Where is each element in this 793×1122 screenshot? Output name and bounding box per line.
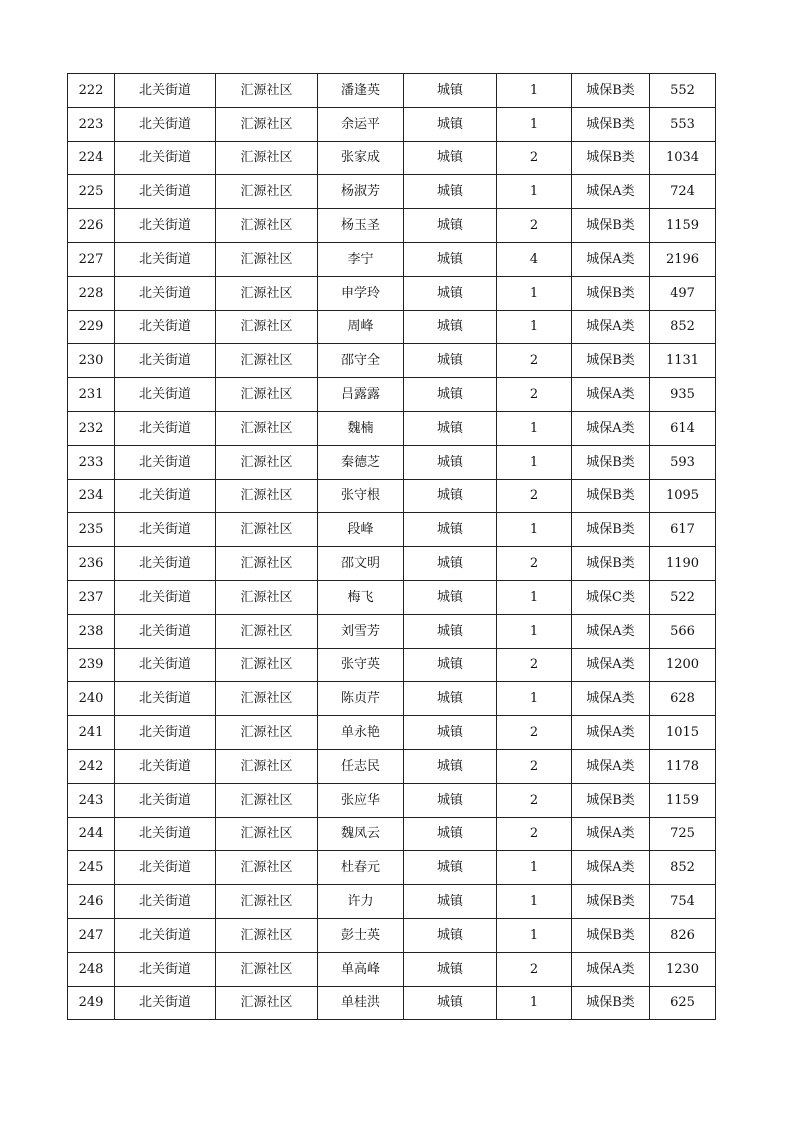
street-cell: 北关街道 bbox=[115, 344, 216, 378]
name-cell: 秦德芝 bbox=[318, 445, 404, 479]
community-cell: 汇源社区 bbox=[216, 783, 318, 817]
household-count-cell: 1 bbox=[497, 445, 572, 479]
insurance-type-cell: 城保B类 bbox=[572, 918, 650, 952]
street-cell: 北关街道 bbox=[115, 175, 216, 209]
row-number-cell: 236 bbox=[68, 547, 115, 581]
amount-cell: 725 bbox=[650, 817, 716, 851]
household-count-cell: 2 bbox=[497, 209, 572, 243]
amount-cell: 552 bbox=[650, 74, 716, 108]
name-cell: 魏凤云 bbox=[318, 817, 404, 851]
table-row bbox=[68, 107, 716, 141]
amount-cell: 1178 bbox=[650, 749, 716, 783]
community-cell: 汇源社区 bbox=[216, 242, 318, 276]
area-type-cell: 城镇 bbox=[404, 648, 497, 682]
community-cell: 汇源社区 bbox=[216, 952, 318, 986]
amount-cell: 625 bbox=[650, 986, 716, 1020]
table-row bbox=[68, 918, 716, 952]
row-number-cell: 232 bbox=[68, 411, 115, 445]
community-cell: 汇源社区 bbox=[216, 445, 318, 479]
table-row bbox=[68, 817, 716, 851]
insurance-type-cell: 城保A类 bbox=[572, 749, 650, 783]
household-count-cell: 1 bbox=[497, 276, 572, 310]
insurance-type-cell: 城保B类 bbox=[572, 479, 650, 513]
insurance-type-cell: 城保C类 bbox=[572, 580, 650, 614]
table-row bbox=[68, 344, 716, 378]
community-cell: 汇源社区 bbox=[216, 411, 318, 445]
household-count-cell: 2 bbox=[497, 952, 572, 986]
amount-cell: 2196 bbox=[650, 242, 716, 276]
roster-table bbox=[67, 73, 716, 1020]
area-type-cell: 城镇 bbox=[404, 986, 497, 1020]
name-cell: 张守英 bbox=[318, 648, 404, 682]
community-cell: 汇源社区 bbox=[216, 648, 318, 682]
row-number-cell: 233 bbox=[68, 445, 115, 479]
community-cell: 汇源社区 bbox=[216, 918, 318, 952]
amount-cell: 826 bbox=[650, 918, 716, 952]
community-cell: 汇源社区 bbox=[216, 749, 318, 783]
amount-cell: 522 bbox=[650, 580, 716, 614]
amount-cell: 1015 bbox=[650, 716, 716, 750]
street-cell: 北关街道 bbox=[115, 885, 216, 919]
street-cell: 北关街道 bbox=[115, 749, 216, 783]
amount-cell: 1200 bbox=[650, 648, 716, 682]
table-row bbox=[68, 885, 716, 919]
amount-cell: 754 bbox=[650, 885, 716, 919]
insurance-type-cell: 城保B类 bbox=[572, 513, 650, 547]
table-row bbox=[68, 209, 716, 243]
name-cell: 单高峰 bbox=[318, 952, 404, 986]
community-cell: 汇源社区 bbox=[216, 74, 318, 108]
amount-cell: 628 bbox=[650, 682, 716, 716]
community-cell: 汇源社区 bbox=[216, 885, 318, 919]
street-cell: 北关街道 bbox=[115, 242, 216, 276]
street-cell: 北关街道 bbox=[115, 411, 216, 445]
community-cell: 汇源社区 bbox=[216, 851, 318, 885]
name-cell: 张守根 bbox=[318, 479, 404, 513]
insurance-type-cell: 城保A类 bbox=[572, 175, 650, 209]
table-row bbox=[68, 445, 716, 479]
table-row bbox=[68, 851, 716, 885]
table-row bbox=[68, 175, 716, 209]
street-cell: 北关街道 bbox=[115, 513, 216, 547]
table-row bbox=[68, 749, 716, 783]
row-number-cell: 242 bbox=[68, 749, 115, 783]
household-count-cell: 2 bbox=[497, 378, 572, 412]
amount-cell: 553 bbox=[650, 107, 716, 141]
table-row bbox=[68, 141, 716, 175]
area-type-cell: 城镇 bbox=[404, 952, 497, 986]
row-number-cell: 224 bbox=[68, 141, 115, 175]
community-cell: 汇源社区 bbox=[216, 682, 318, 716]
household-count-cell: 2 bbox=[497, 141, 572, 175]
insurance-type-cell: 城保B类 bbox=[572, 547, 650, 581]
name-cell: 单永艳 bbox=[318, 716, 404, 750]
table-row bbox=[68, 614, 716, 648]
street-cell: 北关街道 bbox=[115, 209, 216, 243]
household-count-cell: 2 bbox=[497, 479, 572, 513]
row-number-cell: 225 bbox=[68, 175, 115, 209]
amount-cell: 614 bbox=[650, 411, 716, 445]
community-cell: 汇源社区 bbox=[216, 276, 318, 310]
name-cell: 段峰 bbox=[318, 513, 404, 547]
area-type-cell: 城镇 bbox=[404, 276, 497, 310]
insurance-type-cell: 城保A类 bbox=[572, 310, 650, 344]
community-cell: 汇源社区 bbox=[216, 547, 318, 581]
street-cell: 北关街道 bbox=[115, 817, 216, 851]
area-type-cell: 城镇 bbox=[404, 175, 497, 209]
row-number-cell: 235 bbox=[68, 513, 115, 547]
name-cell: 杜春元 bbox=[318, 851, 404, 885]
community-cell: 汇源社区 bbox=[216, 513, 318, 547]
insurance-type-cell: 城保A类 bbox=[572, 716, 650, 750]
area-type-cell: 城镇 bbox=[404, 851, 497, 885]
table-row bbox=[68, 310, 716, 344]
table-row bbox=[68, 547, 716, 581]
roster-body bbox=[68, 74, 716, 1020]
name-cell: 吕露露 bbox=[318, 378, 404, 412]
street-cell: 北关街道 bbox=[115, 716, 216, 750]
insurance-type-cell: 城保B类 bbox=[572, 986, 650, 1020]
amount-cell: 566 bbox=[650, 614, 716, 648]
area-type-cell: 城镇 bbox=[404, 209, 497, 243]
insurance-type-cell: 城保B类 bbox=[572, 885, 650, 919]
street-cell: 北关街道 bbox=[115, 378, 216, 412]
area-type-cell: 城镇 bbox=[404, 344, 497, 378]
table-row bbox=[68, 276, 716, 310]
table-row bbox=[68, 479, 716, 513]
table-row bbox=[68, 783, 716, 817]
name-cell: 张应华 bbox=[318, 783, 404, 817]
community-cell: 汇源社区 bbox=[216, 580, 318, 614]
insurance-type-cell: 城保B类 bbox=[572, 141, 650, 175]
community-cell: 汇源社区 bbox=[216, 107, 318, 141]
street-cell: 北关街道 bbox=[115, 74, 216, 108]
street-cell: 北关街道 bbox=[115, 107, 216, 141]
area-type-cell: 城镇 bbox=[404, 378, 497, 412]
community-cell: 汇源社区 bbox=[216, 986, 318, 1020]
name-cell: 单桂洪 bbox=[318, 986, 404, 1020]
amount-cell: 935 bbox=[650, 378, 716, 412]
name-cell: 陈贞芹 bbox=[318, 682, 404, 716]
area-type-cell: 城镇 bbox=[404, 74, 497, 108]
table-row bbox=[68, 378, 716, 412]
area-type-cell: 城镇 bbox=[404, 614, 497, 648]
name-cell: 任志民 bbox=[318, 749, 404, 783]
table-row bbox=[68, 952, 716, 986]
household-count-cell: 1 bbox=[497, 682, 572, 716]
amount-cell: 852 bbox=[650, 851, 716, 885]
area-type-cell: 城镇 bbox=[404, 411, 497, 445]
area-type-cell: 城镇 bbox=[404, 141, 497, 175]
row-number-cell: 244 bbox=[68, 817, 115, 851]
amount-cell: 593 bbox=[650, 445, 716, 479]
household-count-cell: 1 bbox=[497, 885, 572, 919]
household-count-cell: 1 bbox=[497, 310, 572, 344]
insurance-type-cell: 城保A类 bbox=[572, 411, 650, 445]
row-number-cell: 248 bbox=[68, 952, 115, 986]
row-number-cell: 230 bbox=[68, 344, 115, 378]
insurance-type-cell: 城保B类 bbox=[572, 74, 650, 108]
name-cell: 杨玉圣 bbox=[318, 209, 404, 243]
household-count-cell: 2 bbox=[497, 648, 572, 682]
row-number-cell: 226 bbox=[68, 209, 115, 243]
insurance-type-cell: 城保B类 bbox=[572, 276, 650, 310]
street-cell: 北关街道 bbox=[115, 445, 216, 479]
area-type-cell: 城镇 bbox=[404, 716, 497, 750]
amount-cell: 617 bbox=[650, 513, 716, 547]
name-cell: 余运平 bbox=[318, 107, 404, 141]
household-count-cell: 4 bbox=[497, 242, 572, 276]
area-type-cell: 城镇 bbox=[404, 885, 497, 919]
area-type-cell: 城镇 bbox=[404, 817, 497, 851]
amount-cell: 497 bbox=[650, 276, 716, 310]
insurance-type-cell: 城保A类 bbox=[572, 648, 650, 682]
insurance-type-cell: 城保B类 bbox=[572, 107, 650, 141]
table-row bbox=[68, 74, 716, 108]
row-number-cell: 237 bbox=[68, 580, 115, 614]
area-type-cell: 城镇 bbox=[404, 682, 497, 716]
row-number-cell: 249 bbox=[68, 986, 115, 1020]
household-count-cell: 1 bbox=[497, 74, 572, 108]
insurance-type-cell: 城保A类 bbox=[572, 682, 650, 716]
household-count-cell: 1 bbox=[497, 513, 572, 547]
insurance-type-cell: 城保B类 bbox=[572, 783, 650, 817]
household-count-cell: 1 bbox=[497, 614, 572, 648]
name-cell: 邵守全 bbox=[318, 344, 404, 378]
area-type-cell: 城镇 bbox=[404, 242, 497, 276]
street-cell: 北关街道 bbox=[115, 141, 216, 175]
street-cell: 北关街道 bbox=[115, 851, 216, 885]
street-cell: 北关街道 bbox=[115, 986, 216, 1020]
household-count-cell: 1 bbox=[497, 851, 572, 885]
community-cell: 汇源社区 bbox=[216, 141, 318, 175]
row-number-cell: 246 bbox=[68, 885, 115, 919]
household-count-cell: 1 bbox=[497, 918, 572, 952]
insurance-type-cell: 城保A类 bbox=[572, 378, 650, 412]
street-cell: 北关街道 bbox=[115, 952, 216, 986]
amount-cell: 852 bbox=[650, 310, 716, 344]
name-cell: 许力 bbox=[318, 885, 404, 919]
amount-cell: 724 bbox=[650, 175, 716, 209]
community-cell: 汇源社区 bbox=[216, 344, 318, 378]
row-number-cell: 234 bbox=[68, 479, 115, 513]
name-cell: 张家成 bbox=[318, 141, 404, 175]
area-type-cell: 城镇 bbox=[404, 749, 497, 783]
name-cell: 申学玲 bbox=[318, 276, 404, 310]
insurance-type-cell: 城保B类 bbox=[572, 209, 650, 243]
insurance-type-cell: 城保A类 bbox=[572, 851, 650, 885]
table-row bbox=[68, 986, 716, 1020]
area-type-cell: 城镇 bbox=[404, 445, 497, 479]
row-number-cell: 223 bbox=[68, 107, 115, 141]
row-number-cell: 231 bbox=[68, 378, 115, 412]
household-count-cell: 2 bbox=[497, 547, 572, 581]
street-cell: 北关街道 bbox=[115, 648, 216, 682]
amount-cell: 1230 bbox=[650, 952, 716, 986]
community-cell: 汇源社区 bbox=[216, 479, 318, 513]
household-count-cell: 1 bbox=[497, 986, 572, 1020]
table-row bbox=[68, 716, 716, 750]
row-number-cell: 227 bbox=[68, 242, 115, 276]
area-type-cell: 城镇 bbox=[404, 783, 497, 817]
street-cell: 北关街道 bbox=[115, 580, 216, 614]
area-type-cell: 城镇 bbox=[404, 580, 497, 614]
amount-cell: 1159 bbox=[650, 783, 716, 817]
amount-cell: 1131 bbox=[650, 344, 716, 378]
community-cell: 汇源社区 bbox=[216, 209, 318, 243]
table-row bbox=[68, 682, 716, 716]
community-cell: 汇源社区 bbox=[216, 614, 318, 648]
row-number-cell: 247 bbox=[68, 918, 115, 952]
insurance-type-cell: 城保A类 bbox=[572, 952, 650, 986]
name-cell: 梅飞 bbox=[318, 580, 404, 614]
amount-cell: 1190 bbox=[650, 547, 716, 581]
name-cell: 李宁 bbox=[318, 242, 404, 276]
area-type-cell: 城镇 bbox=[404, 479, 497, 513]
table-row bbox=[68, 242, 716, 276]
street-cell: 北关街道 bbox=[115, 682, 216, 716]
area-type-cell: 城镇 bbox=[404, 547, 497, 581]
table-row bbox=[68, 411, 716, 445]
row-number-cell: 239 bbox=[68, 648, 115, 682]
household-count-cell: 2 bbox=[497, 783, 572, 817]
street-cell: 北关街道 bbox=[115, 547, 216, 581]
name-cell: 刘雪芳 bbox=[318, 614, 404, 648]
community-cell: 汇源社区 bbox=[216, 175, 318, 209]
row-number-cell: 241 bbox=[68, 716, 115, 750]
table-row bbox=[68, 648, 716, 682]
row-number-cell: 240 bbox=[68, 682, 115, 716]
area-type-cell: 城镇 bbox=[404, 310, 497, 344]
street-cell: 北关街道 bbox=[115, 783, 216, 817]
name-cell: 潘逢英 bbox=[318, 74, 404, 108]
household-count-cell: 1 bbox=[497, 175, 572, 209]
name-cell: 周峰 bbox=[318, 310, 404, 344]
household-count-cell: 2 bbox=[497, 344, 572, 378]
name-cell: 杨淑芳 bbox=[318, 175, 404, 209]
household-count-cell: 2 bbox=[497, 716, 572, 750]
row-number-cell: 238 bbox=[68, 614, 115, 648]
area-type-cell: 城镇 bbox=[404, 107, 497, 141]
area-type-cell: 城镇 bbox=[404, 918, 497, 952]
community-cell: 汇源社区 bbox=[216, 378, 318, 412]
community-cell: 汇源社区 bbox=[216, 716, 318, 750]
insurance-type-cell: 城保A类 bbox=[572, 817, 650, 851]
name-cell: 彭士英 bbox=[318, 918, 404, 952]
amount-cell: 1159 bbox=[650, 209, 716, 243]
insurance-type-cell: 城保B类 bbox=[572, 445, 650, 479]
household-count-cell: 1 bbox=[497, 411, 572, 445]
row-number-cell: 245 bbox=[68, 851, 115, 885]
street-cell: 北关街道 bbox=[115, 276, 216, 310]
amount-cell: 1034 bbox=[650, 141, 716, 175]
community-cell: 汇源社区 bbox=[216, 310, 318, 344]
household-count-cell: 1 bbox=[497, 107, 572, 141]
row-number-cell: 243 bbox=[68, 783, 115, 817]
household-count-cell: 1 bbox=[497, 580, 572, 614]
area-type-cell: 城镇 bbox=[404, 513, 497, 547]
household-count-cell: 2 bbox=[497, 749, 572, 783]
name-cell: 魏楠 bbox=[318, 411, 404, 445]
table-row bbox=[68, 513, 716, 547]
amount-cell: 1095 bbox=[650, 479, 716, 513]
insurance-type-cell: 城保A类 bbox=[572, 242, 650, 276]
insurance-type-cell: 城保B类 bbox=[572, 344, 650, 378]
street-cell: 北关街道 bbox=[115, 614, 216, 648]
row-number-cell: 228 bbox=[68, 276, 115, 310]
street-cell: 北关街道 bbox=[115, 310, 216, 344]
community-cell: 汇源社区 bbox=[216, 817, 318, 851]
row-number-cell: 222 bbox=[68, 74, 115, 108]
row-number-cell: 229 bbox=[68, 310, 115, 344]
street-cell: 北关街道 bbox=[115, 479, 216, 513]
household-count-cell: 2 bbox=[497, 817, 572, 851]
table-row bbox=[68, 580, 716, 614]
insurance-type-cell: 城保A类 bbox=[572, 614, 650, 648]
street-cell: 北关街道 bbox=[115, 918, 216, 952]
name-cell: 邵文明 bbox=[318, 547, 404, 581]
